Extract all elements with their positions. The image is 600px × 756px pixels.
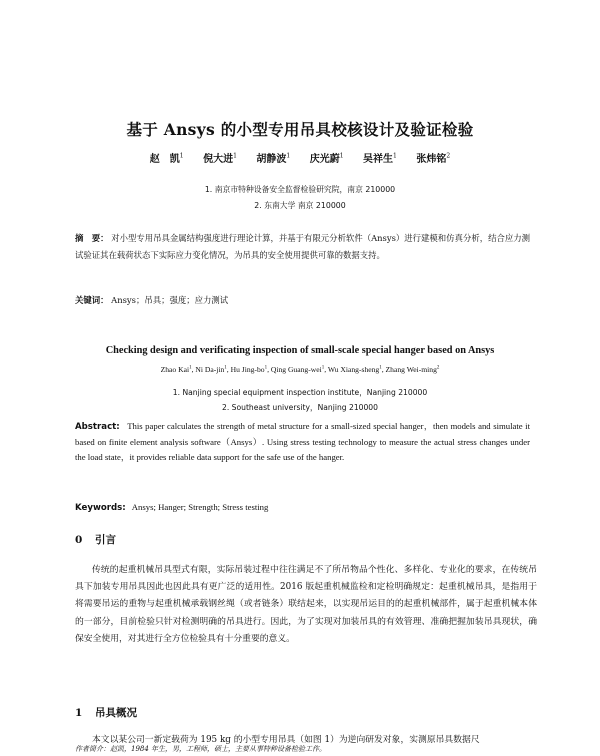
author-cn: 倪大进$^1$: [203, 152, 237, 165]
affiliation-en-2: 2. Southeast university，Nanjing 210000: [222, 403, 378, 412]
section-title: 引言: [95, 534, 116, 546]
author-en: Hu Jing-$bo^1$: [230, 365, 268, 374]
author-cn: 赵 凯$^1$: [149, 152, 184, 165]
affiliation-en-1: 1. Nanjing special equipment inspection institute，Nanjing 210000: [172, 388, 428, 397]
keywords-cn-text: Ansys；吊具；强度；应力测试: [111, 295, 229, 305]
author-en: Qing Guang-wei$^1$: [270, 365, 325, 374]
author-footnote: 作者简介：赵凯，1984 年生，男，工程师，硕士，主要从事特种设备检验工作。: [75, 745, 327, 753]
author-cn: 张炜铭$^2$: [416, 152, 451, 165]
keywords-cn: [75, 294, 530, 306]
hanger-overview-paragraph: 本文以某公司一新定载荷为 195 kg 的小型专用吊具（如图 1）为逆向研发对象，实测原吊具数据尺: [92, 735, 480, 745]
author-en: Zhao Kai$^1$: [160, 365, 192, 374]
section-heading-introduction: [75, 532, 116, 547]
section-heading-hanger-overview: [75, 705, 137, 720]
author-en: Zhang Wei-ming$^2$: [385, 365, 440, 374]
author-list-cn: [0, 150, 600, 165]
section-number: 0: [75, 534, 83, 546]
author-en: Ni Da-jin$^1$: [195, 365, 227, 374]
abstract-cn-label: 摘 要：: [75, 233, 109, 243]
paper-title-cn: 基于 Ansys 的小型专用吊具校核设计及验证检验: [126, 120, 474, 139]
affiliation-cn-1: 1. 南京市特种设备安全监督检验研究院，南京 210000: [204, 185, 396, 194]
introduction-paragraph: 传统的起重机械吊具型式有限，实际吊装过程中往往满足不了所吊物品个性化、多样化、专业化的要求，在传统吊具下加装专用吊具因此也因此具有更广泛的适用性。2016 版起重机械监检和定检明确规定：起重机械吊具，是指用于将需要吊运的重物与起重机械承载钢丝绳（或者链条）联结起来，以实现吊运目的的起重机械部件，属于起重机械本体的一部分，目前检验只针对检测明确的吊具进行。因此，为了实现对加装吊具的有效管理、准确把握加装吊具现状，确保安全使用，对其进行全方位检验具有十分重要的意义。: [75, 565, 537, 644]
abstract-cn-text: 对小型专用吊具金属结构强度进行理论计算，并基于有限元分析软件（Ansys）进行建模和仿真分析，结合应力测试验证其在载荷状态下实际应力变化情况，为吊具的安全使用提供可靠的数据支持。: [75, 233, 531, 260]
abstract-cn: [75, 230, 530, 264]
paper-title-en: Checking design and verificating inspection of small-scale special hanger based on Ansys: [105, 345, 495, 356]
abstract-en-label: Abstract:: [75, 422, 120, 432]
abstract-en: [75, 419, 530, 465]
section-title: 吊具概况: [95, 707, 137, 719]
affiliation-cn-2: 2. 东南大学 南京 210000: [254, 201, 346, 210]
keywords-en: [75, 502, 530, 513]
author-en: Wu Xiang-sheng$^1$: [327, 365, 382, 374]
abstract-en-text: This paper calculates the strength of metal structure for a small-sized special hanger，then models and simulate it based on finite element analysis software（Ansys）. Using stress testing technology to measure the actual stress changes under the load state，it provides reliable data support for the safe use of the hanger.: [75, 421, 530, 462]
author-list-en: Zhao Kai$^1$, Ni Da-jin$^1$, Hu Jing-$bo^1$, Qing Guang-wei$^1$, Wu Xiang-sheng$^1$, Zhang Wei-ming$^2$: [160, 365, 440, 374]
author-cn: 胡静波$^1$: [256, 152, 291, 165]
author-cn: 吴祥生$^1$: [363, 152, 397, 165]
keywords-en-text: Ansys; Hanger; Strength; Stress testing: [131, 502, 269, 512]
keywords-cn-label: 关键词：: [75, 295, 109, 305]
keywords-en-label: Keywords:: [75, 503, 126, 513]
section-number: 1: [75, 707, 83, 719]
author-cn: 庆光蔚$^1$: [309, 152, 344, 165]
